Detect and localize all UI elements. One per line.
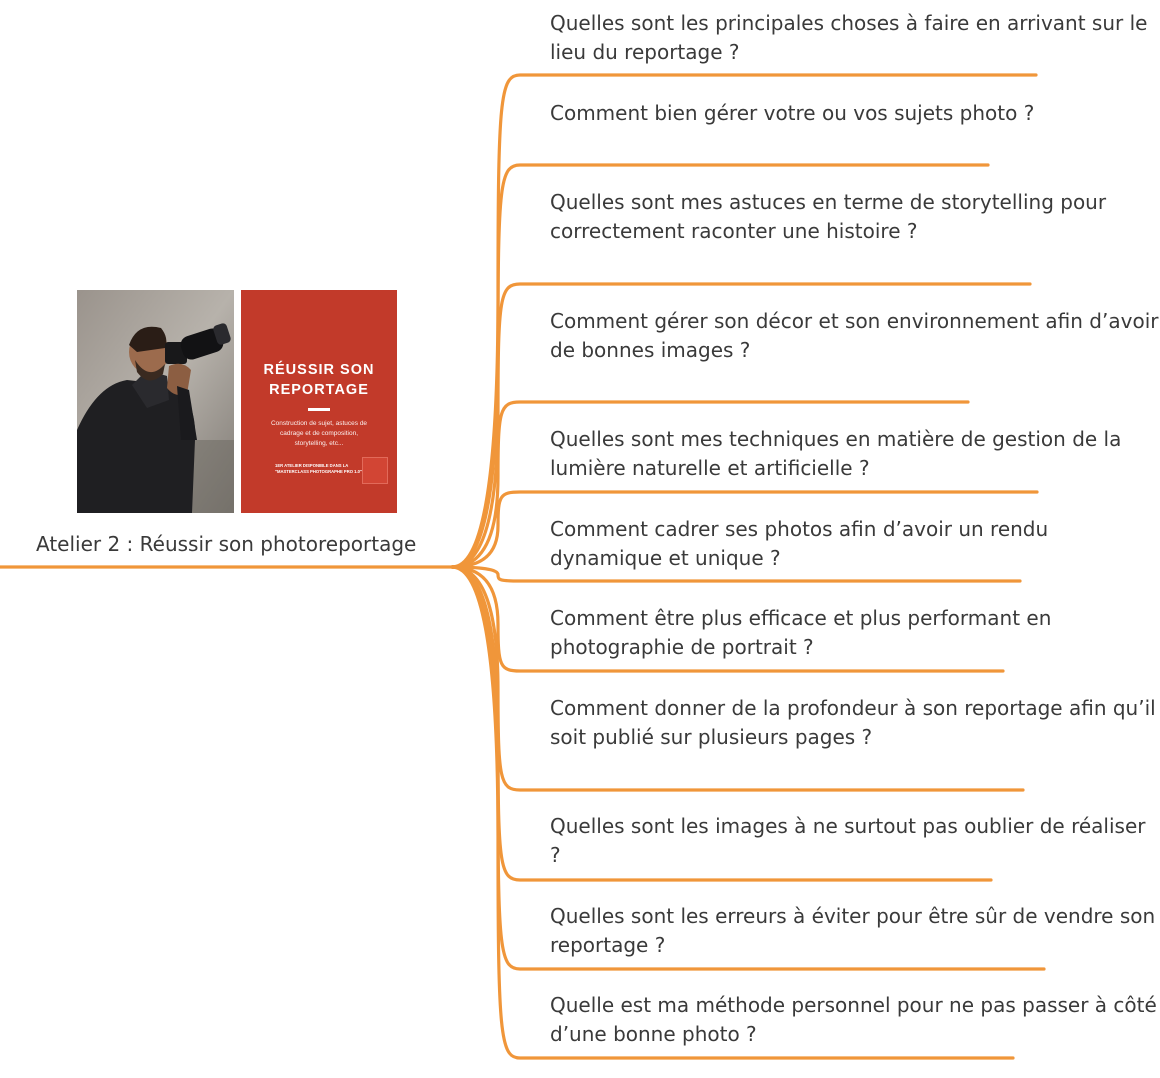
- topic-label: Comment bien gérer votre ou vos sujets photo ?: [550, 101, 1035, 125]
- root-topic-label: Atelier 2 : Réussir son photoreportage: [36, 532, 417, 556]
- topic-label: Comment cadrer ses photos afin d’avoir un rendu dynamique et unique ?: [550, 517, 1049, 570]
- workshop-cover: [241, 290, 397, 513]
- topic-label: Quelles sont les erreurs à éviter pour être sûr de vendre son reportage ?: [550, 904, 1156, 957]
- cover-title: RÉUSSIR SON REPORTAGE: [263, 362, 375, 398]
- topic-label: Quelle est ma méthode personnel pour ne pas passer à côté d’une bonne photo ?: [550, 993, 1157, 1046]
- cover-subtitle: Construction de sujet, astuces de cadrage et de composition, storytelling, etc...: [270, 420, 368, 447]
- topic-label: Comment donner de la profondeur à son reportage afin qu’il soit publié sur plusieurs pages ?: [550, 696, 1156, 749]
- branch-connector-8: [452, 567, 1023, 790]
- topic-label: Comment être plus efficace et plus performant en photographie de portrait ?: [550, 606, 1052, 659]
- topic-label: Quelles sont les images à ne surtout pas oublier de réaliser ?: [550, 814, 1146, 867]
- cover-logo-badge: [362, 457, 388, 484]
- cover-divider: [308, 408, 330, 411]
- cover-note: 1ER ATELIER DISPONIBLE DANS LA "MASTERCLASS PHOTOGRAPHE PRO 1.0": [275, 463, 362, 474]
- topic-label: Quelles sont les principales choses à faire en arrivant sur le lieu du reportage ?: [550, 11, 1148, 64]
- topic-label: Quelles sont mes techniques en matière de gestion de la lumière naturelle et artificielle ?: [550, 427, 1122, 480]
- photographer-photo: [77, 290, 234, 513]
- topic-label: Quelles sont mes astuces en terme de storytelling pour correctement raconter une histoire ?: [550, 190, 1107, 243]
- topic-label: Comment gérer son décor et son environnement afin d’avoir de bonnes images ?: [550, 309, 1159, 362]
